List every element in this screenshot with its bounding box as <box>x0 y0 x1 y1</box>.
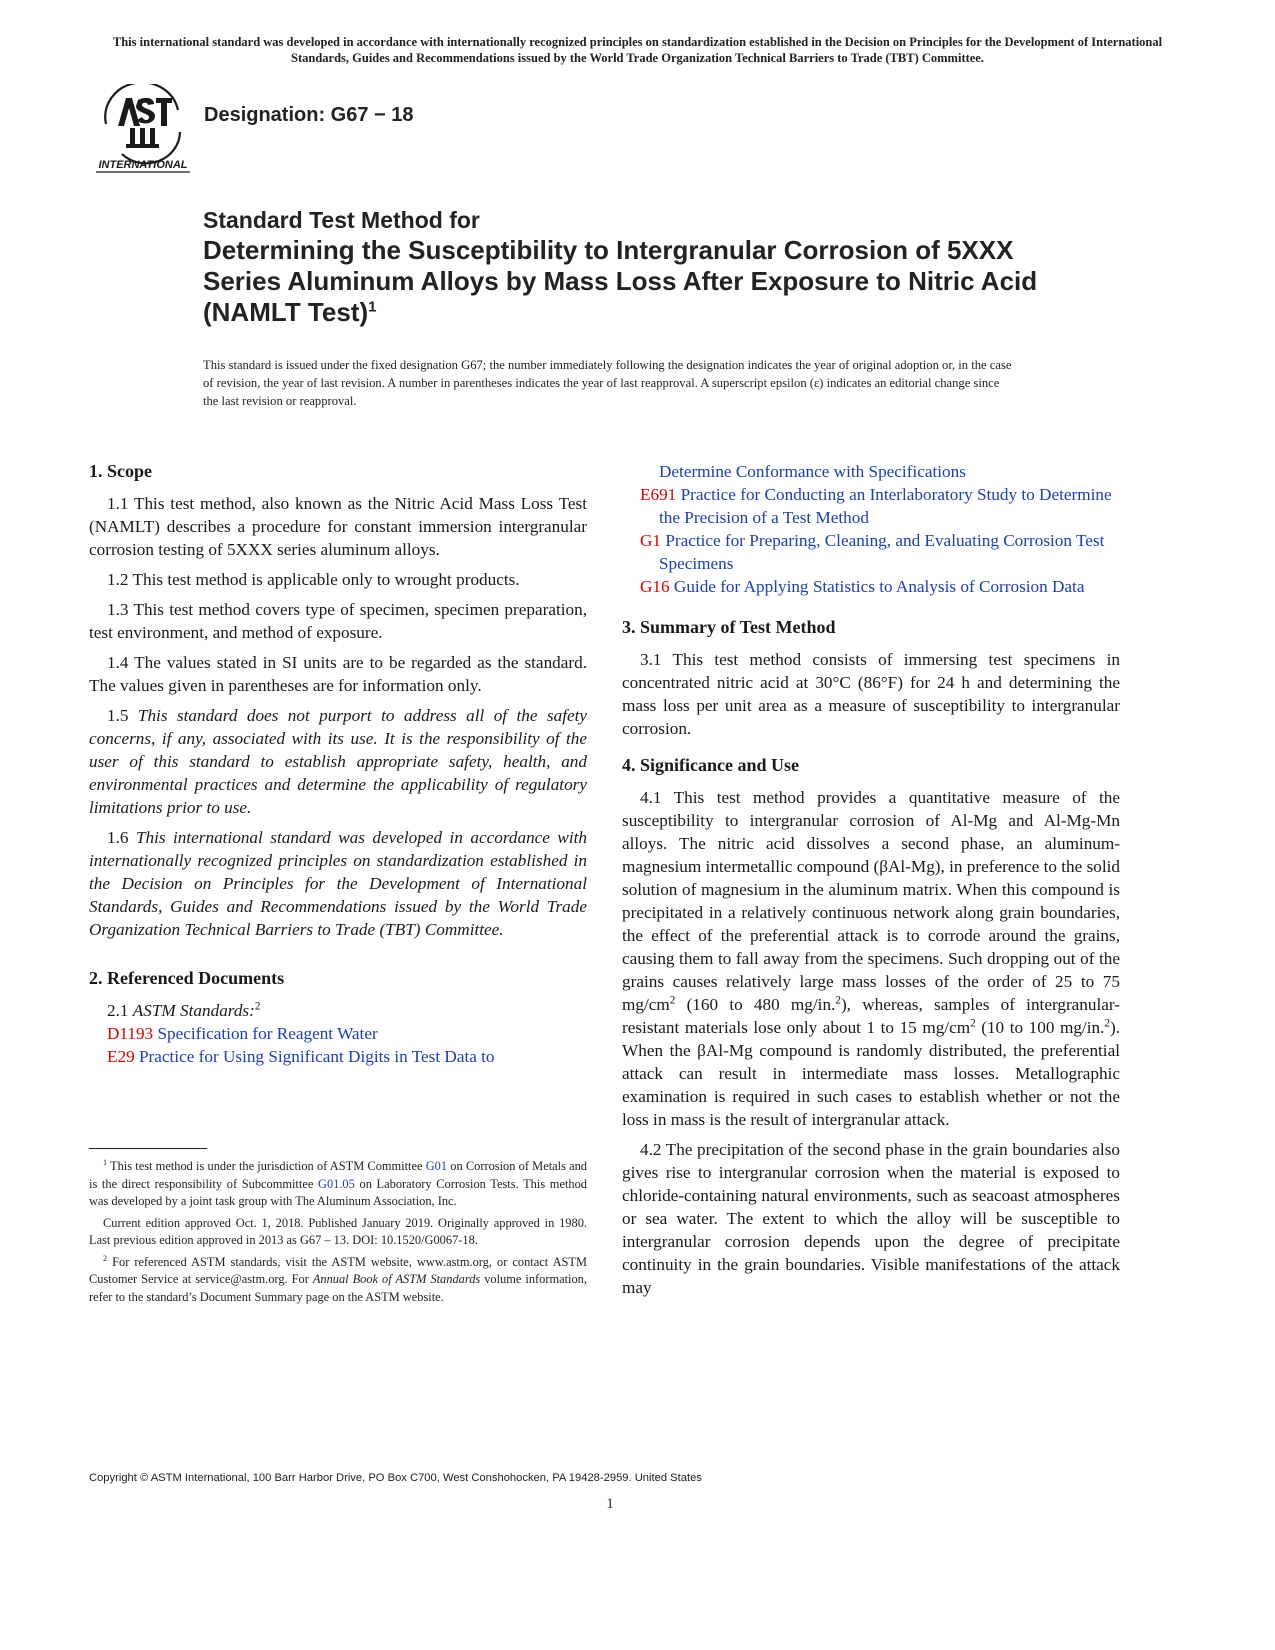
issue-note: This standard is issued under the fixed designation G67; the number immediately following the designation indicates the year of original adoption or, in the case of revision, the year of last revision. A number in parentheses indicates the year of last reapproval. A superscript epsilon (ε) indicates an editorial change since the last revision or reapproval. <box>203 358 1012 408</box>
paragraph-1-1: 1.1 This test method, also known as the Nitric Acid Mass Loss Test (NAMLT) describes a procedure for constant immersion intergranular corrosion testing of 5XXX series aluminum alloys. <box>89 494 587 559</box>
ref-d1193[interactable]: D1193 Specification for Reagent Water <box>107 1024 378 1043</box>
ref-e29[interactable]: E29 Practice for Using Significant Digits in Test Data to <box>107 1047 495 1066</box>
ref-g1[interactable]: G1 Practice for Preparing, Cleaning, and Evaluating Corrosion Test Specimens <box>640 531 1105 573</box>
paragraph-1-5: 1.5 This standard does not purport to address all of the safety concerns, if any, associated with its use. It is the responsibility of the user of this standard to establish appropriate safety, health, and environmental practices and determine the applicability of regulatory limitations prior to use. <box>89 706 587 817</box>
ref-e691[interactable]: E691 Practice for Conducting an Interlaboratory Study to Determine the Precision of a Test Method <box>640 485 1112 527</box>
wto-notice: This international standard was developed in accordance with internationally recognized principles on standardization established in the Decision on Principles for the Development of International Standards, Guides and Recommendations issued by the World Trade Organization Technical Barriers to Trade (TBT) Committee. <box>112 35 1163 65</box>
link-g01-05[interactable]: G01.05 <box>318 1176 355 1191</box>
title-main: Determining the Susceptibility to Intergranular Corrosion of 5XXX Series Aluminum Alloys by Mass Loss After Exposure to Nitric Acid (NAMLT Test)$^1$ <box>203 235 1038 327</box>
footnote-edition: Current edition approved Oct. 1, 2018. Published January 2019. Originally approved in 1980. Last previous edition approved in 2013 as G67 – 13. DOI: 10.1520/G0067-18. <box>89 1215 587 1247</box>
footnote-divider <box>89 1148 207 1149</box>
section-heading-summary: 3. Summary of Test Method <box>622 617 836 637</box>
section-heading-scope: 1. Scope <box>89 461 152 481</box>
paragraph-4-2: 4.2 The precipitation of the second phase in the grain boundaries also gives rise to intergranular corrosion when the material is exposed to chloride-containing natural environments, such as seacoast atmospheres or sea water. The extent to which the alloy will be susceptible to intergranular corrosion depends upon the degree of precipitate continuity in the grain boundaries. Visible manifestations of the attack may <box>622 1140 1120 1297</box>
paragraph-1-4: 1.4 The values stated in SI units are to be regarded as the standard. The values given in parentheses are for information only. <box>89 653 587 695</box>
left-column <box>89 460 587 1068</box>
paragraph-1-6: 1.6 This international standard was developed in accordance with internationally recognized principles on standardization established in the Decision on Principles for the Development of International Standards, Guides and Recommendations issued by the World Trade Organization Technical Barriers to Trade (TBT) Committee. <box>89 828 587 939</box>
title-line1: Standard Test Method for <box>203 207 480 233</box>
title-footnote-mark: 1 <box>368 298 377 316</box>
footnote-1: $^1$ This test method is under the jurisdiction of ASTM Committee G01 on Corrosion of Metals and is the direct responsibility of Subcommittee G01.05 on Laboratory Corrosion Tests. This method was developed by a joint task group with The Aluminum Association, Inc. <box>89 1157 588 1208</box>
section-heading-referenced-documents: 2. Referenced Documents <box>89 968 285 988</box>
page-number: 1 <box>606 1496 614 1512</box>
paragraph-4-1: 4.1 This test method provides a quantitative measure of the susceptibility to intergranular corrosion of Al-Mg and Al-Mg-Mn alloys. The nitric acid dissolves a second phase, an aluminum-magnesium intermetallic compound (βAl-Mg), in preference to the solid solution of magnesium in the aluminum matrix. When this compound is precipitated in a relatively continuous network along grain boundaries, the effect of the preferential attack is to corrode around the grains, causing them to fall away from the specimens. Such dropping out of the grains causes relatively large mass losses of the order of 25 to 75 $mg/cm^2$ (160 to 480 mg/in.$^2$), whereas, samples of intergranular-resistant materials lose only about 1 to 15 $mg/cm^2$ (10 to 100 mg/in.$^2$). When the βAl-Mg compound is randomly distributed, the preferential attack can result in intermediate mass losses. Metallographic examination is required in such cases to establish whether or not the loss in mass is the result of intergranular attack. <box>622 788 1121 1129</box>
ref-e29-continuation[interactable]: Determine Conformance with Specifications <box>659 462 966 481</box>
link-g01[interactable]: G01 <box>425 1159 448 1173</box>
paragraph-3-1: 3.1 This test method consists of immersing test specimens in concentrated nitric acid at 30°C (86°F) for 24 h and determining the mass loss per unit area as a measure of susceptibility to intergranular corrosion. <box>622 650 1120 738</box>
footnotes <box>89 1158 587 1310</box>
section-heading-significance: 4. Significance and Use <box>622 755 800 775</box>
footnote-2: $^2$ For referenced ASTM standards, visit the ASTM website, www.astm.org, or contact ASTM Customer Service at service@astm.org. For Annual Book of ASTM Standards volume information, refer to the standard’s Document Summary page on the ASTM website. <box>89 1253 587 1304</box>
right-column <box>622 460 1120 1306</box>
designation: Designation: G67 − 18 <box>204 104 414 126</box>
copyright-notice: Copyright © ASTM International, 100 Barr Harbor Drive, PO Box C700, West Conshohocken, PA 19428-2959. United States <box>89 1472 702 1484</box>
paragraph-1-3: 1.3 This test method covers type of specimen, specimen preparation, test environment, and method of exposure. <box>89 600 587 642</box>
document-title <box>203 205 1083 328</box>
svg-text:INTERNATIONAL: INTERNATIONAL <box>98 159 188 171</box>
ref-g16[interactable]: G16 Guide for Applying Statistics to Analysis of Corrosion Data <box>640 577 1085 596</box>
astm-standards-label: 2.1 ASTM Standards:$^2$ <box>107 1000 261 1020</box>
paragraph-1-2: 1.2 This test method is applicable only to wrought products. <box>107 570 520 589</box>
astm-logo <box>92 84 194 176</box>
